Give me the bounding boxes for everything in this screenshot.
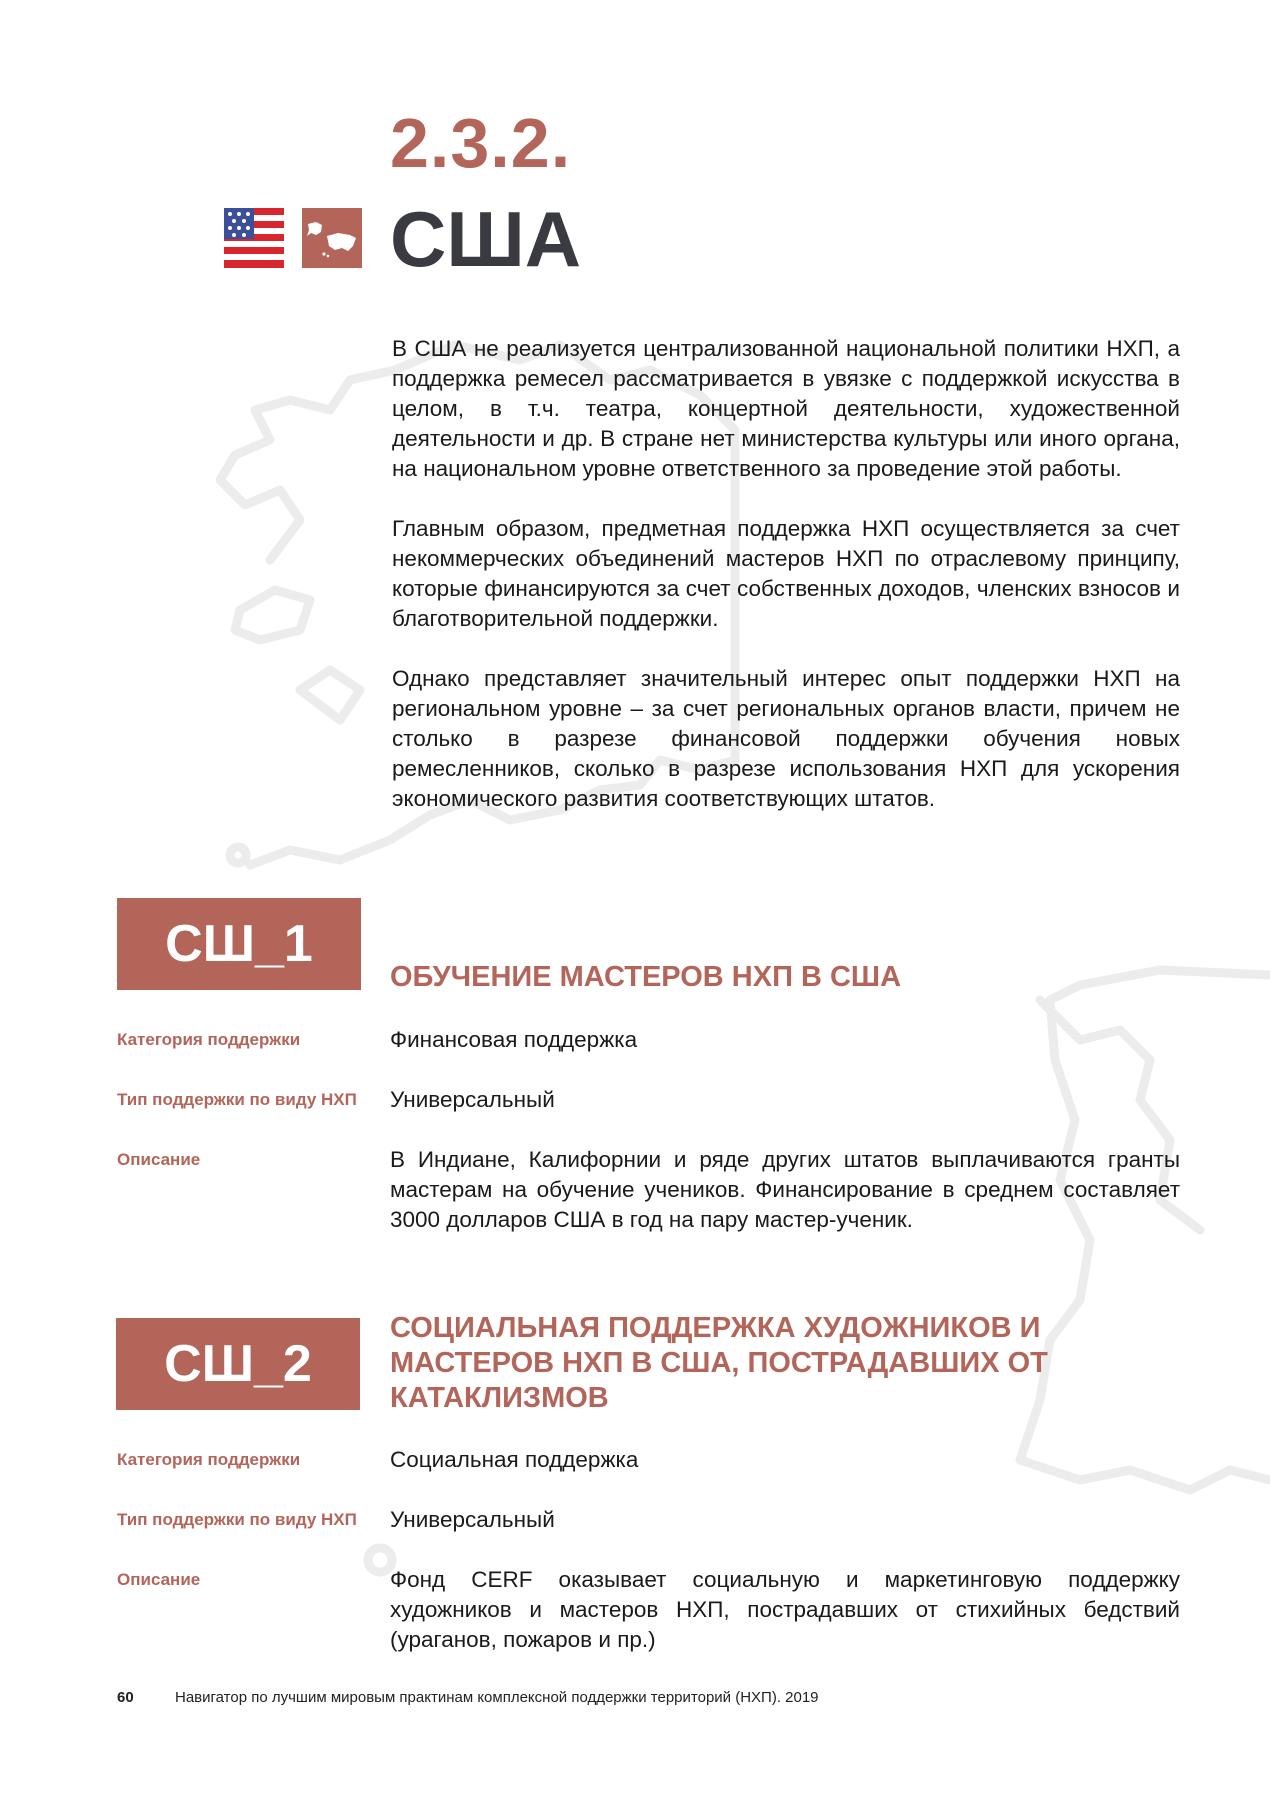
page-number: 60 — [117, 1689, 134, 1706]
row-value-type: Универсальный — [390, 1507, 555, 1532]
page-footer — [117, 1689, 819, 1706]
row-value-description: В Индиане, Калифорнии и ряде других штатов выплачиваются гранты мастерам на обучение учеников. Финансирование в среднем составляет 3000 долларов США в год на пару мастер-ученик. — [390, 1147, 1180, 1232]
row-label-description: Описание — [117, 1150, 201, 1169]
row-value-category: Финансовая поддержка — [390, 1027, 638, 1052]
block-title: ОБУЧЕНИЕ МАСТЕРОВ НХП В США — [390, 961, 902, 993]
row-label-type: Тип поддержки по виду НХП — [117, 1510, 357, 1529]
row-value-description: Фонд CERF оказывает социальную и маркетинговую поддержку художников и мастеров НХП, пострадавших от стихийных бедствий (ураганов, пожаров и пр.) — [390, 1567, 1180, 1652]
section-number: 2.3.2. — [390, 104, 572, 182]
block-code-badge: СШ_1 — [117, 898, 361, 990]
usa-map-icon — [302, 208, 362, 268]
intro-paragraph: Однако представляет значительный интерес опыт поддержки НХП на региональном уровне – за счет региональных органов власти, причем не столько в разрезе финансовой поддержки обучения новых ремесленников, сколько в разрезе использования НХП для ускорения экономического развития соответствующих штатов. — [392, 666, 1180, 811]
row-label-description: Описание — [117, 1570, 201, 1589]
intro-paragraph: Главным образом, предметная поддержка НХП осуществляется за счет некоммерческих объединений мастеров НХП по отраслевому принципу, которые финансируются за счет собственных доходов, членских взносов и благотворительной поддержки. — [392, 516, 1180, 631]
block-title: СОЦИАЛЬНАЯ ПОДДЕРЖКА ХУДОЖНИКОВ И МАСТЕРОВ НХП В США, ПОСТРАДАВШИХ ОТ КАТАКЛИЗМОВ — [390, 1312, 1048, 1414]
row-value-type: Универсальный — [390, 1087, 555, 1112]
row-label-category: Категория поддержки — [117, 1450, 301, 1469]
intro-text — [392, 334, 1180, 844]
footer-text: Навигатор по лучшим мировым практинам комплексной поддержки территорий (НХП). 2019 — [175, 1689, 819, 1706]
block-code-badge: СШ_2 — [116, 1318, 360, 1410]
row-label-category: Категория поддержки — [117, 1030, 301, 1049]
row-label-type: Тип поддержки по виду НХП — [117, 1090, 357, 1109]
us-flag-icon — [224, 208, 284, 268]
country-title: США — [390, 195, 582, 283]
row-value-category: Социальная поддержка — [390, 1447, 639, 1472]
intro-paragraph: В США не реализуется централизованной национальной политики НХП, а поддержка ремесел рассматривается в увязке с поддержкой искусства в целом, в т.ч. театра, концертной деятельности, художественной деятельности и др. В стране нет министерства культуры или иного органа, на национальном уровне ответственного за проведение этой работы. — [392, 336, 1180, 481]
